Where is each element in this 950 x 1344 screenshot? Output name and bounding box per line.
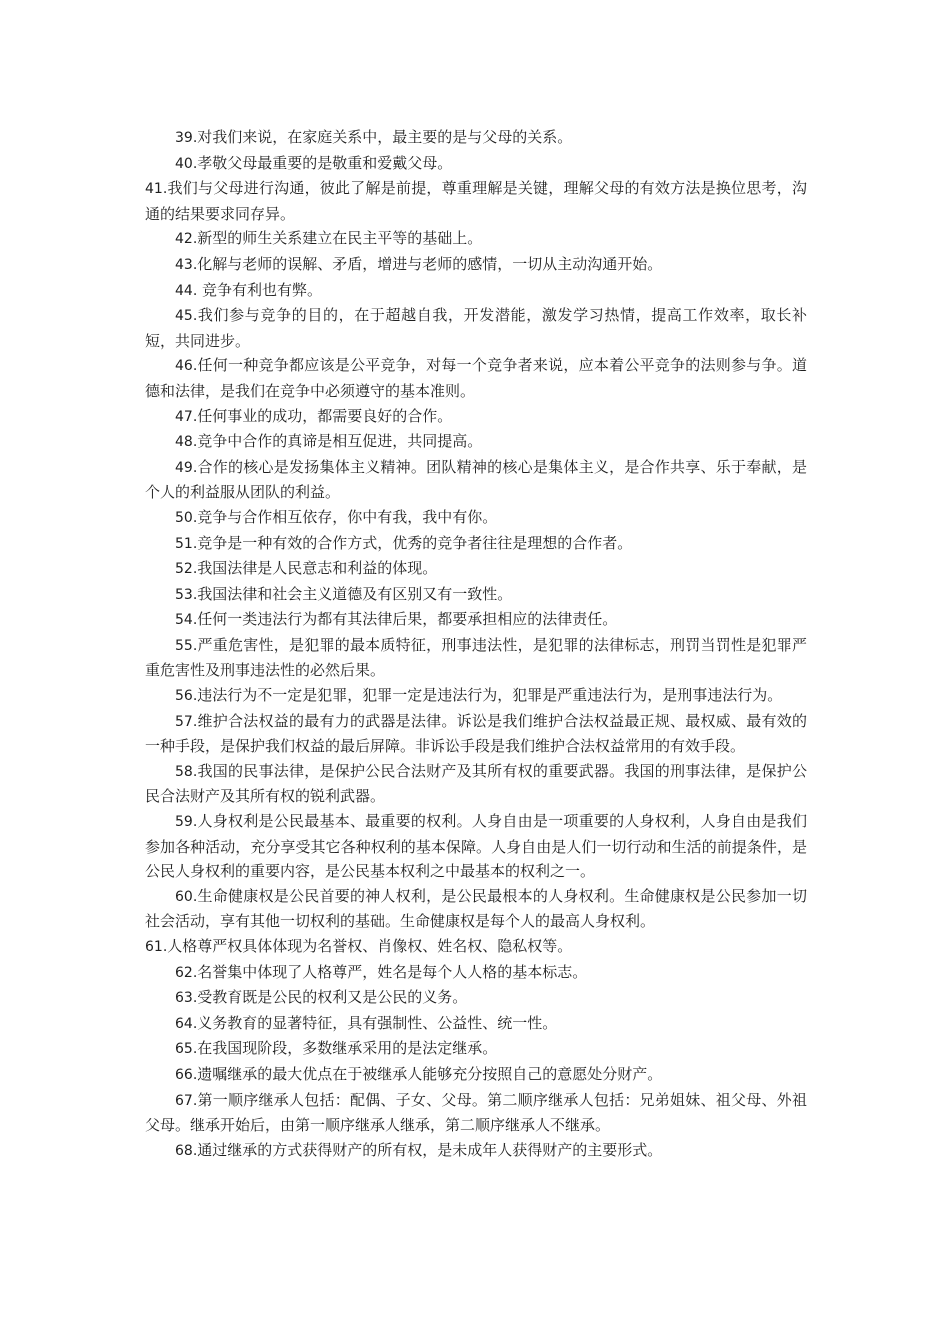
item-number: 68. (175, 1142, 198, 1159)
item-number: 47. (175, 408, 198, 425)
item-number: 45. (175, 308, 198, 325)
paragraph-item (145, 278, 807, 304)
item-number: 65. (175, 1041, 198, 1058)
paragraph-item (145, 505, 807, 531)
paragraph-item (145, 1036, 807, 1062)
item-text: 我国法律是人民意志和利益的体现。 (197, 559, 438, 578)
paragraph-item (145, 683, 807, 709)
item-number: 43. (175, 256, 198, 273)
item-text: 通过继承的方式获得财产的所有权，是未成年人获得财产的主要形式。 (197, 1140, 663, 1159)
paragraph-item (145, 809, 807, 884)
item-text: 竞争有利也有弊。 (197, 280, 323, 299)
item-text: 我们与父母进行沟通，彼此了解是前提，尊重理解是关键，理解父母的有效方法是换位思考，沟通的结果要求同存异。 (145, 179, 807, 223)
paragraph-item (145, 353, 807, 403)
item-number: 44. (175, 282, 198, 299)
paragraph-item (145, 252, 807, 278)
item-text: 生命健康权是公民首要的神人权利，是公民最根本的人身权利。生命健康权是公民参加一切社会活动，享有其他一切权利的基础。生命健康权是每个人的最高人身权利。 (145, 886, 807, 931)
paragraph-item (145, 934, 807, 960)
item-number: 59. (175, 814, 198, 831)
item-text: 任何一类违法行为都有其法律后果，都要承担相应的法律责任。 (197, 610, 618, 629)
paragraph-item (145, 759, 807, 809)
paragraph-item (145, 1011, 807, 1037)
item-text: 孝敬父母最重要的是敬重和爱戴父母。 (197, 153, 453, 172)
item-text: 维护合法权益的最有力的武器是法律。诉讼是我们维护合法权益最正规、最权威、最有效的一种手段，是保护我们权益的最后屏障。非诉讼手段是我们维护合法权益常用的有效手段。 (145, 711, 807, 756)
item-text: 新型的师生关系建立在民主平等的基础上。 (197, 229, 483, 248)
item-number: 41. (145, 181, 168, 198)
item-number: 52. (175, 561, 198, 578)
item-text: 人身权利是公民最基本、最重要的权利。人身自由是一项重要的人身权利，人身自由是我们参加各种活动，充分享受其它各种权利的基本保障。人身自由是人们一切行动和生活的前提条件，是公民人身权利的重要内容，是公民基本权利之中最基本的权利之一。 (145, 812, 807, 881)
item-number: 66. (175, 1066, 198, 1083)
paragraph-item (145, 1062, 807, 1088)
item-number: 46. (175, 358, 198, 375)
paragraph-item (145, 985, 807, 1011)
item-text: 合作的核心是发扬集体主义精神。团队精神的核心是集体主义，是合作共享、乐于奉献，是个人的利益服从团队的利益。 (145, 457, 807, 502)
paragraph-item (145, 226, 807, 252)
item-number: 42. (175, 231, 198, 248)
paragraph-item (145, 884, 807, 934)
item-text: 竞争是一种有效的合作方式，优秀的竞争者往往是理想的合作者。 (197, 533, 633, 552)
item-number: 62. (175, 964, 198, 981)
item-number: 67. (175, 1092, 198, 1109)
item-text: 对我们来说，在家庭关系中，最主要的是与父母的关系。 (197, 128, 573, 146)
item-text: 第一顺序继承人包括：配偶、子女、父母。第二顺序继承人包括：兄弟姐妹、祖父母、外祖父母。继承开始后，由第一顺序继承人继承，第二顺序继承人不继承。 (145, 1090, 807, 1135)
item-number: 40. (175, 155, 198, 172)
paragraph-item (145, 429, 807, 455)
item-number: 51. (175, 535, 198, 552)
item-text: 化解与老师的误解、矛盾，增进与老师的感情，一切从主动沟通开始。 (197, 254, 663, 273)
item-number: 50. (175, 509, 198, 526)
item-text: 人格尊严权具体体现为名誉权、肖像权、姓名权、隐私权等。 (167, 937, 573, 955)
item-number: 64. (175, 1015, 198, 1032)
item-number: 39. (175, 130, 198, 146)
paragraph-item (145, 960, 807, 986)
item-number: 61. (145, 939, 168, 955)
item-number: 56. (175, 688, 198, 705)
item-number: 60. (175, 888, 198, 905)
item-number: 55. (175, 637, 198, 654)
paragraph-item (145, 1088, 807, 1138)
item-number: 48. (175, 434, 198, 451)
item-text: 遗嘱继承的最大优点在于被继承人能够充分按照自己的意愿处分财产。 (197, 1064, 663, 1083)
item-text: 义务教育的显著特征，具有强制性、公益性、统一性。 (197, 1013, 558, 1032)
paragraph-item (145, 556, 807, 582)
paragraph-item (145, 176, 807, 226)
item-number: 63. (175, 990, 198, 1007)
paragraph-item (145, 404, 807, 430)
paragraph-item (145, 455, 807, 505)
item-text: 任何一种竞争都应该是公平竞争，对每一个竞争者来说，应本着公平竞争的法则参与争。道德和法律，是我们在竞争中必须遵守的基本准则。 (145, 356, 807, 400)
document-body (145, 125, 807, 1163)
item-number: 58. (175, 763, 198, 780)
item-number: 49. (175, 459, 198, 476)
item-number: 54. (175, 612, 198, 629)
item-text: 严重危害性，是犯罪的最本质特征，刑事违法性，是犯罪的法律标志，刑罚当罚性是犯罪严重危害性及刑事违法性的必然后果。 (145, 635, 807, 680)
item-text: 竞争中合作的真谛是相互促进，共同提高。 (197, 432, 483, 451)
paragraph-item (145, 1138, 807, 1164)
item-text: 我们参与竞争的目的，在于超越自我，开发潜能，激发学习热情，提高工作效率，取长补短，共同进步。 (145, 306, 807, 350)
item-text: 在我国现阶段，多数继承采用的是法定继承。 (197, 1039, 498, 1058)
item-number: 57. (175, 713, 198, 730)
item-text: 名誉集中体现了人格尊严，姓名是每个人人格的基本标志。 (197, 962, 588, 981)
paragraph-item (145, 125, 807, 151)
paragraph-item (145, 303, 807, 353)
item-text: 竞争与合作相互依存，你中有我，我中有你。 (197, 507, 498, 526)
paragraph-item (145, 633, 807, 683)
item-text: 受教育既是公民的权利又是公民的义务。 (197, 988, 468, 1007)
item-text: 违法行为不一定是犯罪，犯罪一定是违法行为，犯罪是严重违法行为，是刑事违法行为。 (197, 686, 783, 705)
item-number: 53. (175, 586, 198, 603)
item-text: 我国的民事法律，是保护公民合法财产及其所有权的重要武器。我国的刑事法律，是保护公民合法财产及其所有权的锐利武器。 (145, 761, 807, 806)
paragraph-item (145, 582, 807, 608)
paragraph-item (145, 709, 807, 759)
paragraph-item (145, 531, 807, 557)
item-text: 任何事业的成功，都需要良好的合作。 (197, 406, 453, 425)
paragraph-item (145, 151, 807, 177)
paragraph-item (145, 607, 807, 633)
item-text: 我国法律和社会主义道德及有区别又有一致性。 (197, 584, 513, 603)
